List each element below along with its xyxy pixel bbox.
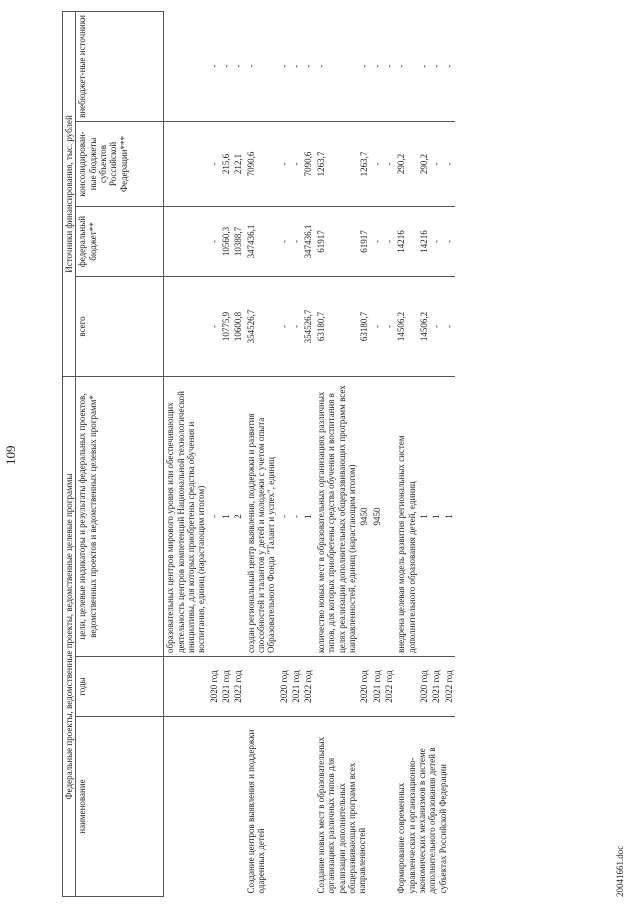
table-row: [395, 11, 418, 896]
summary-nonbudget: -: [396, 64, 407, 68]
indicator-value: -: [278, 376, 290, 656]
table-row: [208, 11, 220, 896]
year-cell: 2020 год: [278, 657, 290, 717]
section-name: Формирование современных управленческих и организационно-экономических механизмов в системе дополнительного образования детей в субъектах Российской Федерации: [395, 717, 455, 897]
total-cell: -: [208, 276, 220, 376]
total-cell: 63180,7: [358, 276, 370, 376]
total-cell: 10775,9: [220, 276, 232, 376]
year-cell: 2020 год: [358, 657, 370, 717]
table-row: [245, 11, 278, 896]
table-row: [164, 11, 208, 896]
regional-cell: -: [290, 121, 302, 206]
summary-total: 354526,7: [245, 276, 278, 376]
nonbudget-cell: -: [303, 64, 314, 68]
indicator-text: количество новых мест в образовательных организациях различных типов, для которых приобретены средства обучения и воспитания в целях реализации дополнительных общеразвивающих программ всех направленностей, единиц (нарастающим итогом): [315, 376, 358, 656]
summary-nonbudget: -: [315, 64, 326, 68]
regional-cell: -: [383, 121, 395, 206]
table-header: [63, 11, 164, 896]
footer-file-code: 20041661.doc: [615, 845, 625, 897]
total-cell: 14506,2: [418, 276, 430, 376]
nonbudget-cell: -: [371, 64, 382, 68]
year-cell: 2022 год: [232, 657, 244, 717]
indicator-value: -: [208, 376, 220, 656]
summary-regional: 290,2: [395, 121, 418, 206]
federal-cell: 347436,1: [302, 206, 314, 276]
regional-cell: 290,2: [418, 121, 430, 206]
table-row: [232, 11, 244, 896]
federal-cell: -: [278, 206, 290, 276]
federal-cell: -: [290, 206, 302, 276]
header-nonbudget: внебюджет-ные источники: [76, 11, 164, 121]
nonbudget-cell: -: [291, 64, 302, 68]
regional-cell: 1263,7: [358, 121, 370, 206]
header-funding-title: Источники финансирования, тыс. рублей: [63, 11, 76, 376]
total-cell: -: [443, 276, 455, 376]
indicator-value: 2: [232, 376, 244, 656]
year-cell: 2021 год: [430, 657, 442, 717]
regional-cell: -: [208, 121, 220, 206]
summary-total: 14506,2: [395, 276, 418, 376]
total-cell: 10600,8: [232, 276, 244, 376]
year-cell: 2022 год: [302, 657, 314, 717]
indicator-value: 1: [430, 376, 442, 656]
year-cell: 2020 год: [418, 657, 430, 717]
header-group-title: Федеральные проекты, ведомственные проекты, ведомственные целевые программы: [63, 376, 76, 896]
summary-federal: 61917: [315, 206, 358, 276]
year-cell: 2022 год: [443, 657, 455, 717]
header-name: наименование: [76, 717, 164, 897]
header-federal: федеральный бюджет**: [76, 206, 164, 276]
indicator-value: 9450: [358, 376, 370, 656]
table-body: [164, 11, 455, 896]
header-years: годы: [76, 657, 164, 717]
header-goals: цели, целевые индикаторы и результаты федеральных проектов, ведомственных проектов и ведомственных целевых программ*: [76, 376, 164, 656]
total-cell: -: [430, 276, 442, 376]
federal-cell: 14216: [418, 206, 430, 276]
total-cell: 354526,7: [302, 276, 314, 376]
nonbudget-cell: -: [359, 64, 370, 68]
federal-cell: 61917: [358, 206, 370, 276]
nonbudget-cell: -: [418, 64, 429, 68]
header-total: всего: [76, 276, 164, 376]
year-cell: 2020 год: [208, 657, 220, 717]
regional-cell: -: [278, 121, 290, 206]
federal-cell: -: [371, 206, 383, 276]
table-row: [220, 11, 232, 896]
regional-cell: 212,1: [232, 121, 244, 206]
summary-regional: 7090,6: [245, 121, 278, 206]
federal-cell: -: [430, 206, 442, 276]
indicator-value: 1: [418, 376, 430, 656]
summary-total: 63180,7: [315, 276, 358, 376]
federal-cell: -: [443, 206, 455, 276]
federal-cell: 10560,3: [220, 206, 232, 276]
indicator-text: образовательных центров мирового уровня или обеспечивающих деятельность центров компетенций Национальной технологической инициативы, для которых приобретены средства обучения и воспитания, единиц (нарастающим итогом): [164, 376, 208, 656]
indicator-value: [383, 376, 395, 656]
year-cell: 2021 год: [371, 657, 383, 717]
header-regional: консолидирован-ные бюджеты субъектов Российской Федерации***: [76, 121, 164, 206]
indicator-text: внедрена целевая модель развития региональных систем дополнительного образования детей, единиц: [395, 376, 418, 656]
total-cell: -: [371, 276, 383, 376]
nonbudget-cell: -: [278, 64, 289, 68]
regional-cell: 215,6: [220, 121, 232, 206]
regional-cell: -: [371, 121, 383, 206]
year-cell: 2022 год: [383, 657, 395, 717]
summary-nonbudget: -: [245, 64, 256, 68]
nonbudget-cell: -: [443, 64, 454, 68]
indicator-value: -: [290, 376, 302, 656]
regional-cell: -: [443, 121, 455, 206]
year-cell: 2021 год: [220, 657, 232, 717]
nonbudget-cell: -: [221, 64, 232, 68]
summary-regional: 1263,7: [315, 121, 358, 206]
nonbudget-cell: -: [431, 64, 442, 68]
indicator-value: 1: [443, 376, 455, 656]
federal-cell: -: [383, 206, 395, 276]
nonbudget-cell: -: [383, 64, 394, 68]
table-row: [315, 11, 358, 896]
section-name: Создание новых мест в образовательных организациях различных типов для реализации дополнительных общеразвивающих программ всех направленностей: [315, 717, 395, 897]
nonbudget-cell: -: [208, 64, 219, 68]
total-cell: -: [278, 276, 290, 376]
total-cell: -: [383, 276, 395, 376]
regional-cell: -: [430, 121, 442, 206]
summary-federal: 347436,1: [245, 206, 278, 276]
federal-cell: 10388,7: [232, 206, 244, 276]
total-cell: -: [290, 276, 302, 376]
indicator-value: 9450: [371, 376, 383, 656]
page-number: 109: [3, 445, 18, 465]
funding-table: [62, 11, 455, 897]
regional-cell: 7090,6: [302, 121, 314, 206]
summary-federal: 14216: [395, 206, 418, 276]
indicator-value: 1: [302, 376, 314, 656]
indicator-value: 1: [220, 376, 232, 656]
federal-cell: -: [208, 206, 220, 276]
indicator-text: создан региональный центр выявления, поддержки и развития способностей и талантов у детей и молодежи с учетом опыта Образовательного Фонда "Талант и успех", единиц: [245, 376, 278, 656]
year-cell: 2021 год: [290, 657, 302, 717]
section-name: Создание центров выявления и поддержки одаренных детей: [245, 717, 315, 897]
nonbudget-cell: -: [233, 64, 244, 68]
